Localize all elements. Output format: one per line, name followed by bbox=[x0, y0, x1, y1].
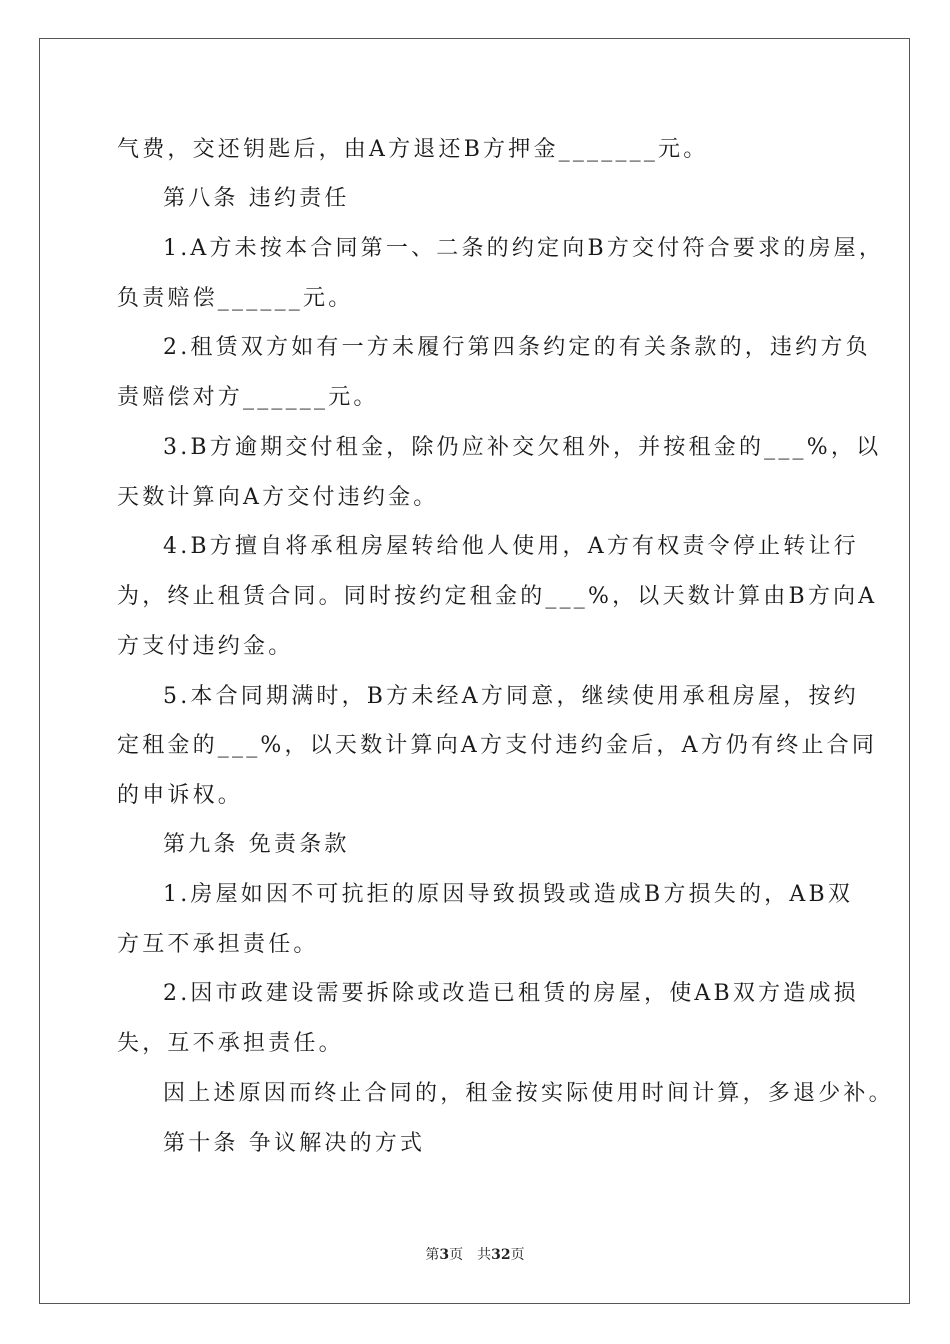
text-line: 为，终止租赁合同。同时按约定租金的___%，以天数计算由B方向A bbox=[117, 584, 878, 609]
text-line: 方支付违约金。 bbox=[117, 634, 294, 659]
text-line: 2.租赁双方如有一方未履行第四条约定的有关条款的，违约方负 bbox=[163, 335, 871, 360]
text-line: 失，互不承担责任。 bbox=[117, 1031, 344, 1056]
page-label-suffix: 页 bbox=[449, 1247, 464, 1263]
text-line: 1.A方未按本合同第一、二条的约定向B方交付符合要求的房屋， bbox=[163, 236, 885, 261]
text-line: 的申诉权。 bbox=[117, 783, 244, 808]
section-heading-article-9: 第九条 免责条款 bbox=[163, 832, 350, 857]
text-line: 定租金的___%，以天数计算向A方支付违约金后，A方仍有终止合同 bbox=[117, 733, 878, 758]
text-line: 负责赔偿______元。 bbox=[117, 286, 354, 311]
text-line: 方互不承担责任。 bbox=[117, 932, 319, 957]
text-line: 4.B方擅自将承租房屋转给他人使用，A方有权责令停止转让行 bbox=[163, 534, 859, 559]
page-number: 3 bbox=[439, 1247, 450, 1263]
text-line: 1.房屋如因不可抗拒的原因导致损毁或造成B方损失的，AB双 bbox=[163, 882, 854, 907]
text-line: 气费，交还钥匙后，由A方退还B方押金_______元。 bbox=[117, 137, 709, 162]
page-border bbox=[39, 38, 910, 1304]
text-line: 5.本合同期满时，B方未经A方同意，继续使用承租房屋，按约 bbox=[163, 684, 859, 709]
section-heading-article-8: 第八条 违约责任 bbox=[163, 186, 350, 211]
text-line: 3.B方逾期交付租金，除仍应补交欠租外，并按租金的___%，以 bbox=[163, 435, 882, 460]
text-line: 2.因市政建设需要拆除或改造已租赁的房屋，使AB双方造成损 bbox=[163, 981, 859, 1006]
page-footer bbox=[0, 1245, 950, 1265]
text-line: 天数计算向A方交付违约金。 bbox=[117, 485, 439, 510]
total-pages: 32 bbox=[491, 1247, 511, 1263]
page-label-prefix: 第 bbox=[425, 1247, 440, 1263]
total-label-prefix: 共 bbox=[477, 1247, 492, 1263]
section-heading-article-10: 第十条 争议解决的方式 bbox=[163, 1131, 426, 1156]
total-label-suffix: 页 bbox=[510, 1247, 525, 1263]
text-line: 责赔偿对方______元。 bbox=[117, 385, 379, 410]
text-line: 因上述原因而终止合同的，租金按实际使用时间计算，多退少补。 bbox=[163, 1081, 894, 1106]
